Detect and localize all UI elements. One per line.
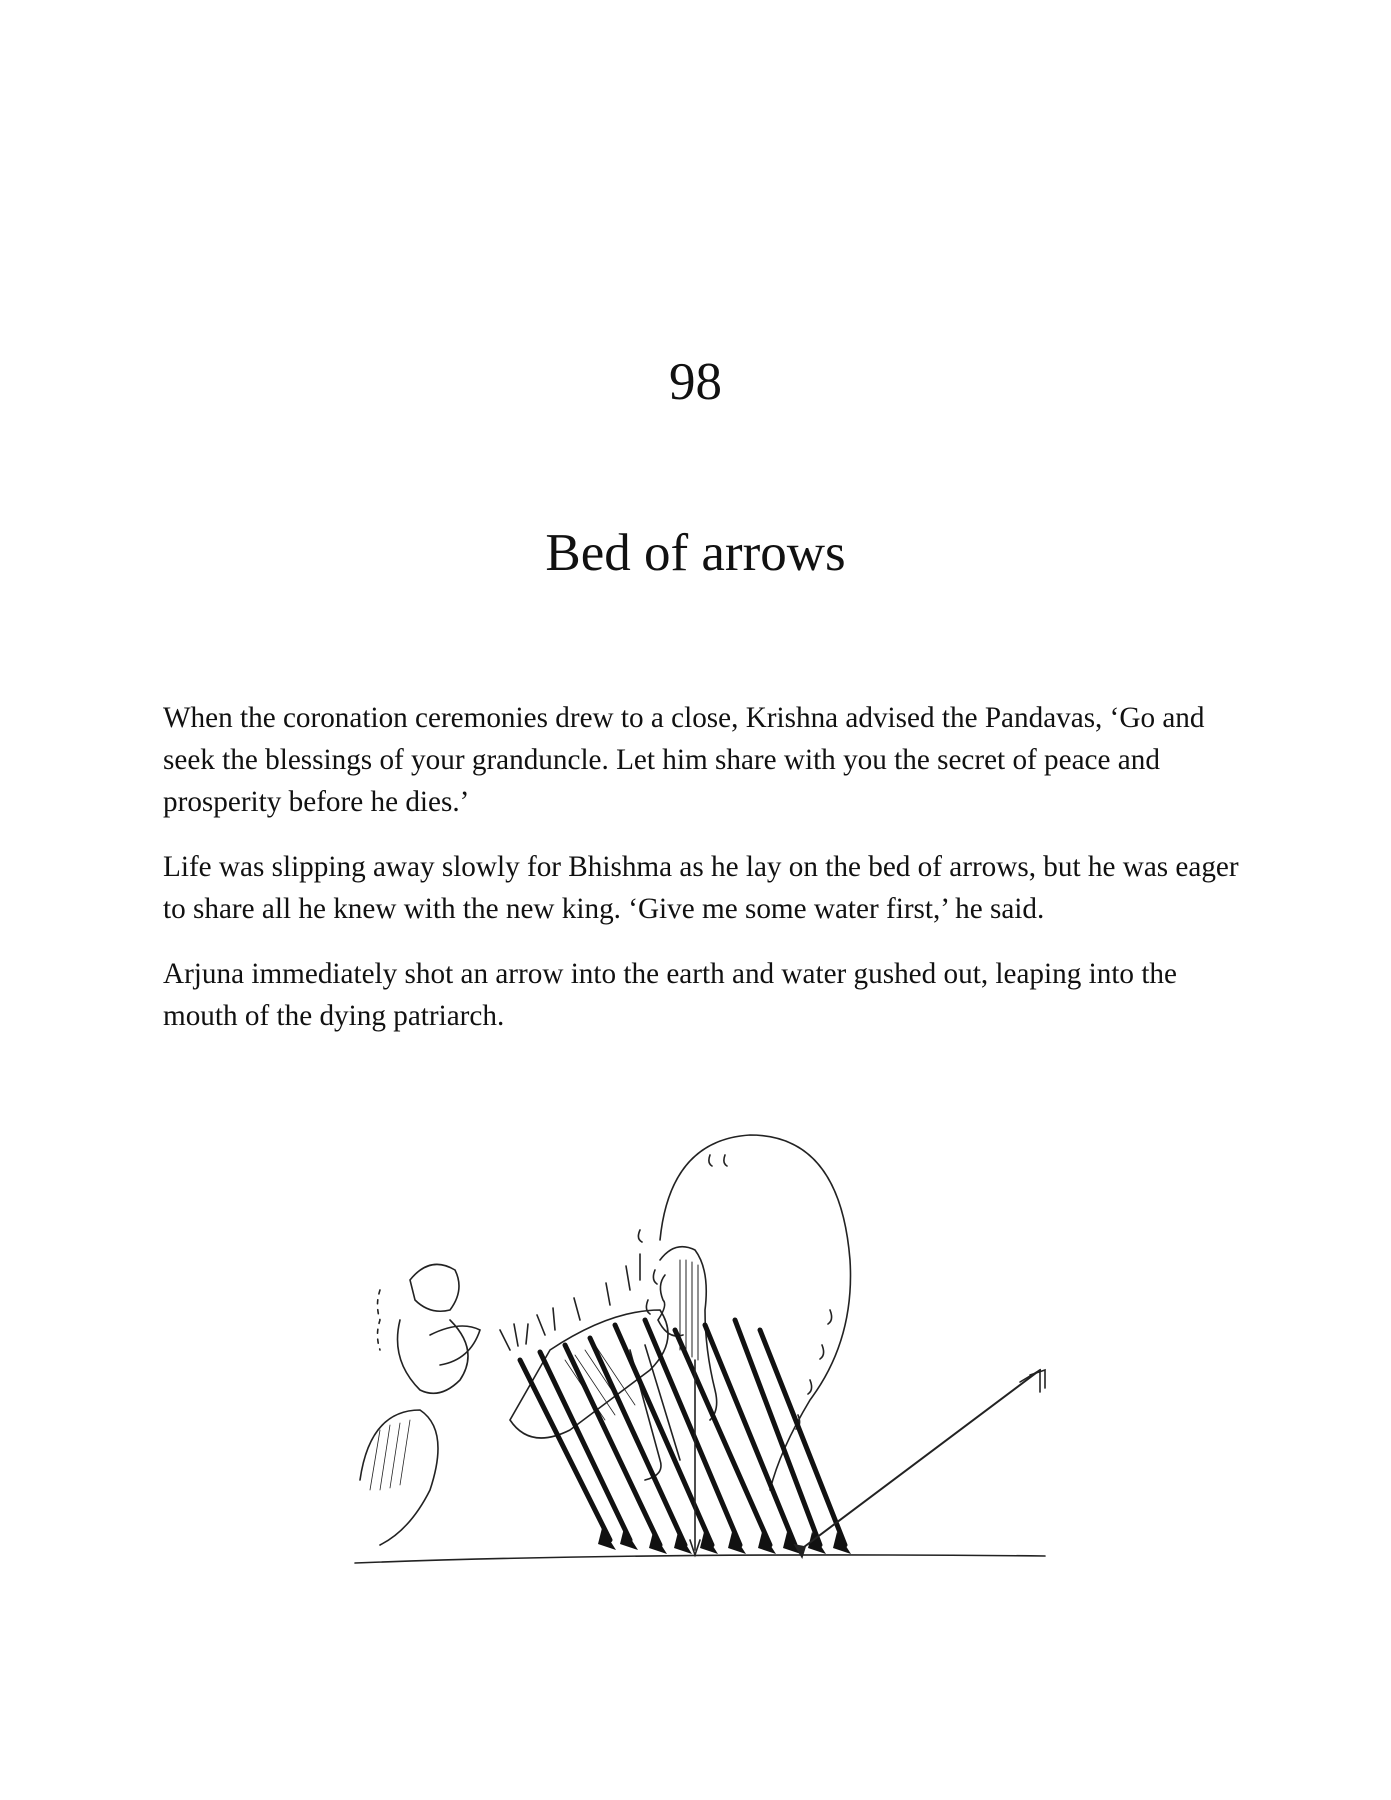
bed-of-arrows-illustration [340, 1120, 1060, 1580]
paragraph: When the coronation ceremonies drew to a close, Krishna advised the Pandavas, ‘Go and seek the blessings of your granduncle. Let him share with you the secret of peace and prosperity before he dies.’ [163, 702, 1205, 818]
body-text [163, 697, 1243, 1060]
chapter-number: 98 [669, 353, 722, 411]
paragraph: Arjuna immediately shot an arrow into the earth and water gushed out, leaping into the mouth of the dying patriarch. [163, 958, 1177, 1032]
chapter-title: Bed of arrows [545, 524, 846, 582]
paragraph: Life was slipping away slowly for Bhishma as he lay on the bed of arrows, but he was eager to share all he knew with the new king. ‘Give me some water first,’ he said. [163, 851, 1239, 925]
